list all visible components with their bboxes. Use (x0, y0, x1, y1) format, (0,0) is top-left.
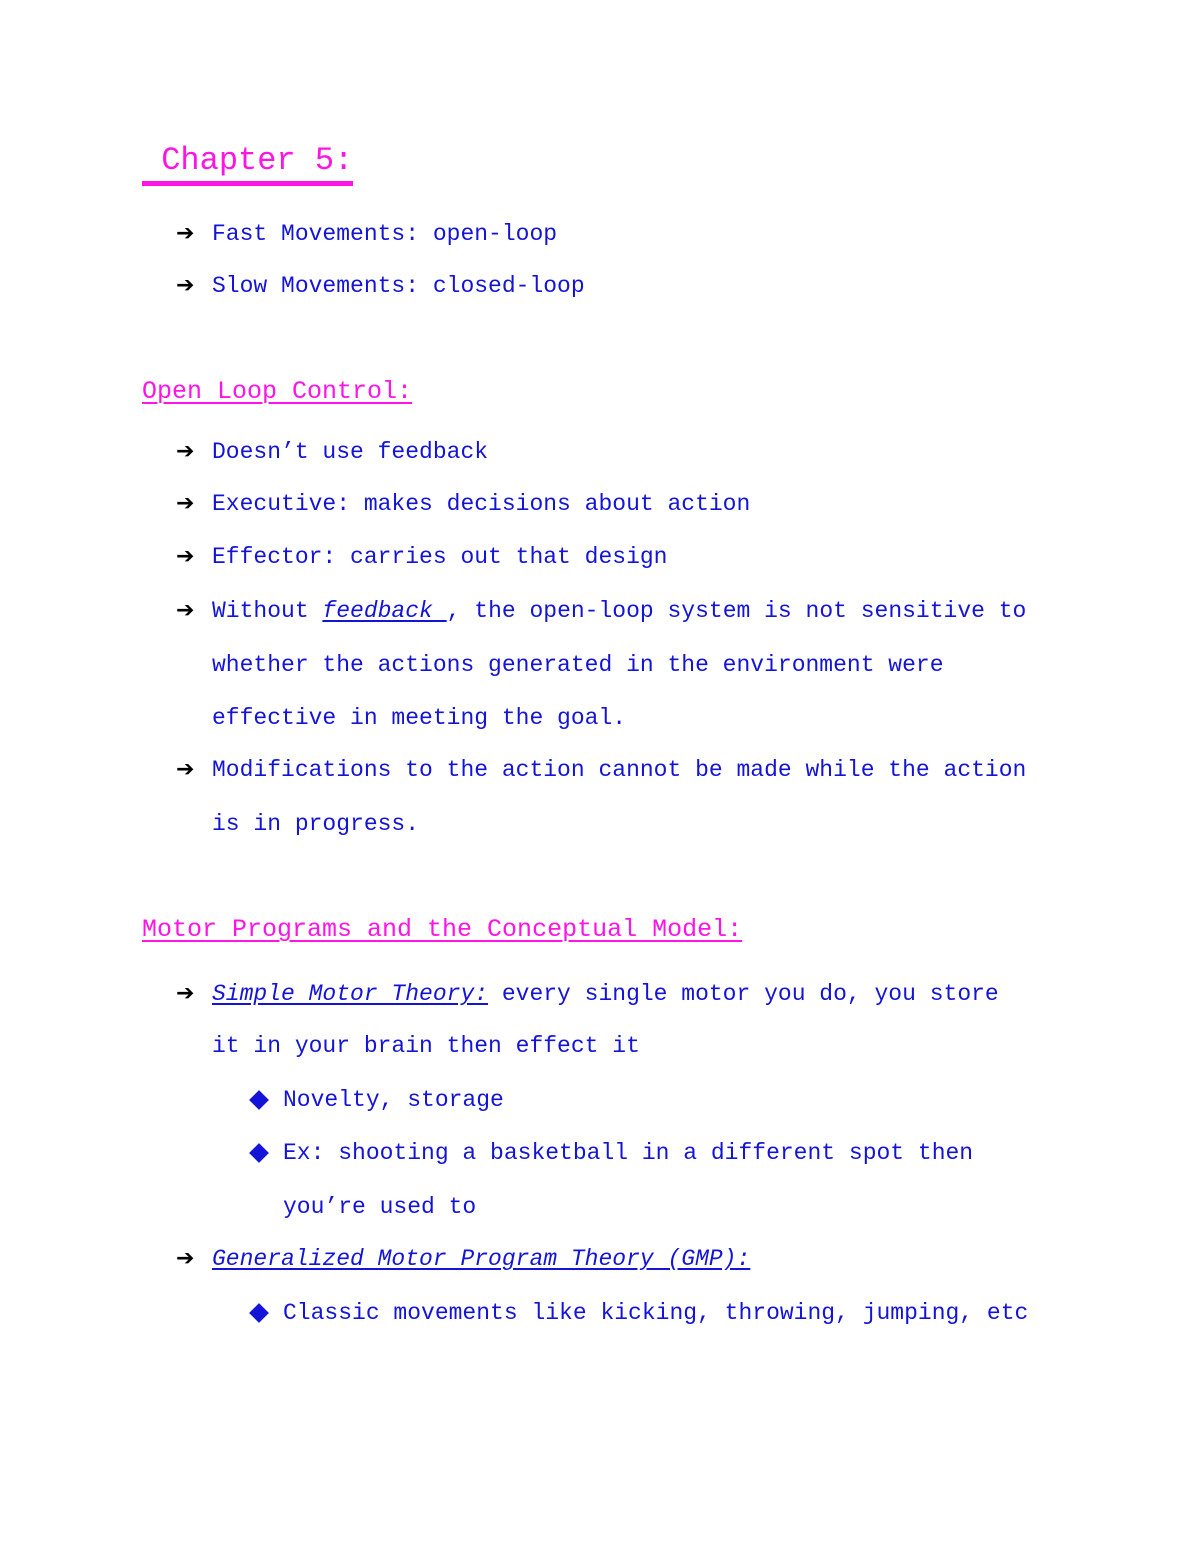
right-arrow-icon: ➔ (176, 221, 195, 246)
simple-motor-theory-term: Simple Motor Theory: (212, 981, 489, 1007)
gmp-term: Generalized Motor Program Theory (GMP): (212, 1246, 751, 1272)
bullet-executive: Executive: makes decisions about action (212, 491, 751, 517)
diamond-icon (249, 1090, 269, 1110)
open-loop-heading: Open Loop Control: (142, 377, 413, 406)
right-arrow-icon: ➔ (176, 1246, 195, 1271)
right-arrow-icon: ➔ (176, 981, 195, 1006)
bullet-simple-motor-theory-line2: it in your brain then effect it (212, 1033, 640, 1059)
sub-bullet-example: Ex: shooting a basketball in a different spot then (283, 1140, 974, 1166)
bullet-simple-motor-theory (212, 979, 999, 1009)
diamond-icon (249, 1143, 269, 1163)
bullet-effector: Effector: carries out that design (212, 544, 668, 570)
right-arrow-icon: ➔ (176, 273, 195, 298)
bullet-no-feedback: Doesn’t use feedback (212, 439, 489, 465)
right-arrow-icon: ➔ (176, 491, 195, 516)
right-arrow-icon: ➔ (176, 598, 195, 623)
diamond-icon (249, 1303, 269, 1323)
bullet-gmp (212, 1244, 750, 1274)
bullet-modifications: Modifications to the action cannot be made while the action (212, 757, 1027, 783)
right-arrow-icon: ➔ (176, 757, 195, 782)
bullet-without-feedback (212, 596, 1026, 626)
without-rest: , the open-loop system is not sensitive to (446, 598, 1027, 624)
bullet-fast-movements: Fast Movements: open-loop (212, 221, 558, 247)
feedback-term: feedback (322, 598, 447, 624)
simple-motor-theory-text: every single motor you do, you store (488, 981, 999, 1007)
sub-bullet-example-line2: you’re used to (283, 1194, 477, 1220)
right-arrow-icon: ➔ (176, 439, 195, 464)
bullet-modifications-line2: is in progress. (212, 811, 420, 837)
bullet-without-feedback-line3: effective in meeting the goal. (212, 705, 627, 731)
without-text: Without (212, 598, 323, 624)
bullet-without-feedback-line2: whether the actions generated in the environment were (212, 652, 944, 678)
bullet-slow-movements: Slow Movements: closed-loop (212, 273, 585, 299)
right-arrow-icon: ➔ (176, 544, 195, 569)
motor-programs-heading: Motor Programs and the Conceptual Model: (142, 915, 743, 944)
sub-bullet-novelty: Novelty, storage (283, 1087, 504, 1113)
sub-bullet-classic-movements: Classic movements like kicking, throwing, jumping, etc (283, 1300, 1029, 1326)
chapter-title: Chapter 5: (142, 141, 353, 186)
